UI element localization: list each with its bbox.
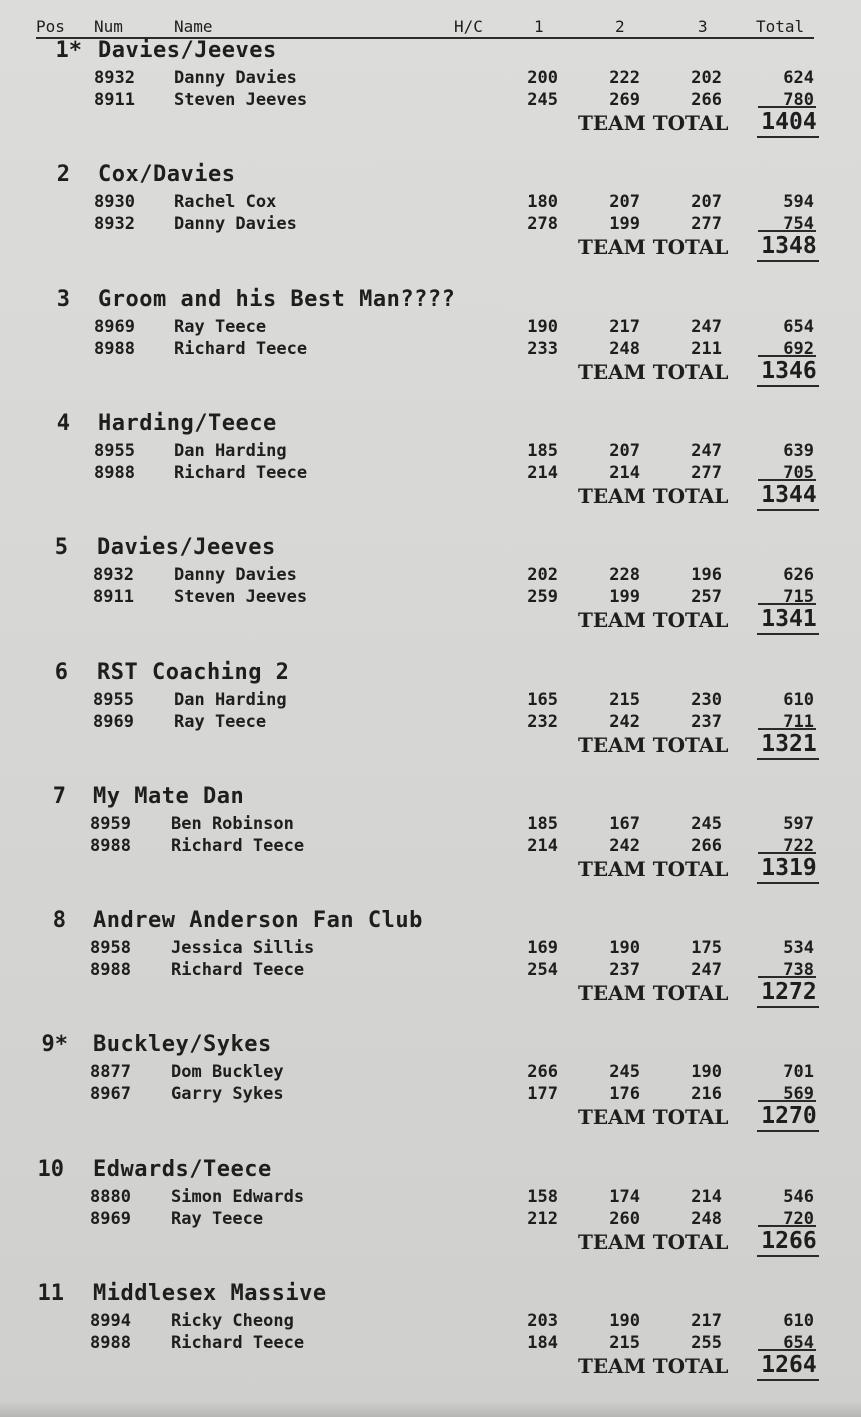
bowler-total: 705 — [783, 462, 814, 483]
bowler-number: 8880 — [90, 1186, 131, 1207]
bowler-name: Jessica Sillis — [171, 938, 315, 959]
sum-rule-above — [758, 106, 816, 108]
bowler-number: 8988 — [94, 338, 135, 359]
game-3-score: 277 — [691, 214, 722, 235]
bowler-name: Ray Teece — [171, 1208, 264, 1229]
team-total-value: 1319 — [761, 854, 817, 881]
game-2-score: 217 — [609, 316, 640, 337]
game-2-score: 237 — [609, 960, 640, 981]
game-2-score: 215 — [609, 1333, 640, 1353]
bowler-name: Richard Teece — [171, 1333, 305, 1353]
bowler-total: 722 — [783, 835, 814, 856]
game-1-score: 180 — [527, 192, 558, 213]
team-total-value: 1321 — [761, 730, 817, 757]
game-3-score: 257 — [691, 587, 722, 608]
game-3-score: 211 — [691, 338, 722, 359]
team-name: Buckley/Sykes — [93, 1032, 272, 1058]
game-2-score: 260 — [609, 1208, 640, 1229]
bowler-row — [0, 1062, 861, 1084]
game-1-score: 233 — [527, 338, 558, 359]
page-shadow — [0, 1401, 861, 1417]
bowler-total: 654 — [783, 1333, 814, 1353]
bowler-row — [0, 1311, 861, 1333]
bowler-name: Dan Harding — [174, 440, 287, 461]
header-game-1: 1 — [534, 17, 544, 36]
game-2-score: 269 — [609, 90, 640, 110]
game-3-score: 202 — [691, 68, 722, 88]
team-name: Groom and his Best Man???? — [98, 286, 456, 312]
bowler-row — [0, 587, 861, 609]
game-1-score: 259 — [527, 587, 558, 608]
game-1-score: 165 — [527, 689, 558, 710]
bowler-row — [0, 339, 861, 361]
bowler-row — [0, 1209, 861, 1231]
bowler-number: 8988 — [90, 1333, 131, 1353]
bowler-total: 715 — [783, 587, 814, 608]
bowler-total: 534 — [783, 938, 814, 959]
bowler-name: Ben Robinson — [171, 813, 294, 834]
game-3-score: 214 — [691, 1186, 722, 1207]
game-2-score: 245 — [609, 1062, 640, 1083]
header-game-2: 2 — [615, 17, 625, 36]
game-3-score: 217 — [691, 1311, 722, 1331]
bowler-name: Danny Davies — [174, 214, 297, 235]
bowler-total: 610 — [783, 689, 814, 710]
team-total-label: TEAM TOTAL — [578, 483, 729, 508]
bowler-total: 546 — [783, 1186, 814, 1207]
game-2-score: 242 — [609, 711, 640, 732]
sum-rule-above — [758, 728, 816, 730]
game-3-score: 247 — [691, 440, 722, 461]
sum-rule-above — [758, 603, 816, 605]
game-1-score: 232 — [527, 711, 558, 732]
team-name: Harding/Teece — [98, 410, 277, 436]
team-name: Davies/Jeeves — [98, 38, 277, 63]
sum-rule-above — [758, 355, 816, 357]
team-total-label: TEAM TOTAL — [578, 856, 729, 881]
team-total-label: TEAM TOTAL — [578, 608, 729, 633]
team-block — [0, 1156, 861, 1269]
bowler-total: 626 — [783, 565, 814, 586]
bowler-name: Ray Teece — [174, 711, 267, 732]
bowler-name: Richard Teece — [174, 462, 308, 483]
game-1-score: 202 — [527, 565, 558, 586]
bowler-row — [0, 1084, 861, 1106]
bowler-name: Richard Teece — [171, 960, 305, 981]
game-3-score: 266 — [691, 90, 722, 110]
bowler-total: 754 — [783, 214, 814, 235]
team-total-value: 1266 — [761, 1227, 817, 1254]
team-position: 5 — [54, 535, 68, 561]
game-3-score: 247 — [691, 316, 722, 337]
team-total-value: 1272 — [761, 979, 817, 1006]
bowler-row — [0, 565, 861, 587]
bowler-row — [0, 814, 861, 836]
game-3-score: 175 — [691, 938, 722, 959]
team-name: My Mate Dan — [93, 783, 245, 809]
game-2-score: 242 — [609, 835, 640, 856]
bowler-total: 610 — [783, 1311, 814, 1331]
bowler-row — [0, 317, 861, 339]
column-header — [0, 0, 861, 40]
game-2-score: 222 — [609, 68, 640, 88]
bowler-total: 594 — [783, 192, 814, 213]
sum-rule-above — [758, 479, 816, 481]
team-position: 9* — [41, 1032, 68, 1058]
team-block — [0, 164, 861, 274]
header-pos: Pos — [36, 17, 65, 36]
bowler-number: 8932 — [94, 68, 135, 88]
game-1-score: 184 — [527, 1333, 558, 1353]
game-1-score: 245 — [527, 90, 558, 110]
team-position: 7 — [52, 783, 66, 809]
sum-rule-below — [757, 509, 819, 511]
game-1-score: 203 — [527, 1311, 558, 1331]
bowler-row — [0, 441, 861, 463]
game-3-score: 277 — [691, 462, 722, 483]
game-1-score: 266 — [527, 1062, 558, 1083]
bowler-number: 8932 — [94, 214, 135, 235]
team-name: Cox/Davies — [98, 162, 236, 188]
team-total-value: 1344 — [761, 481, 817, 508]
sum-rule-below — [757, 882, 819, 884]
team-position: 11 — [37, 1281, 64, 1306]
sum-rule-below — [757, 385, 819, 387]
bowler-total: 569 — [783, 1084, 814, 1105]
bowler-total: 597 — [783, 813, 814, 834]
team-total-label: TEAM TOTAL — [578, 732, 729, 757]
team-block — [0, 537, 861, 647]
header-total: Total — [756, 17, 805, 36]
bowler-name: Dom Buckley — [171, 1062, 284, 1083]
game-3-score: 255 — [691, 1333, 722, 1353]
bowler-row — [0, 90, 861, 112]
bowler-total: 701 — [783, 1062, 814, 1083]
game-2-score: 190 — [609, 1311, 640, 1331]
bowler-number: 8994 — [90, 1311, 131, 1331]
game-1-score: 200 — [527, 68, 558, 88]
bowler-name: Richard Teece — [171, 835, 305, 856]
bowler-name: Ray Teece — [174, 316, 267, 337]
game-3-score: 190 — [691, 1062, 722, 1083]
team-total-value: 1341 — [761, 606, 817, 633]
team-total-label: TEAM TOTAL — [578, 235, 729, 260]
game-2-score: 207 — [609, 440, 640, 461]
sum-rule-below — [757, 758, 819, 760]
team-total-value: 1346 — [761, 357, 817, 384]
team-total-value: 1404 — [761, 109, 817, 135]
game-2-score: 207 — [609, 192, 640, 213]
bowler-total: 711 — [783, 711, 814, 732]
team-total-value: 1264 — [761, 1352, 817, 1378]
bowler-row — [0, 1187, 861, 1209]
team-total-label: TEAM TOTAL — [578, 1229, 729, 1254]
team-total-label: TEAM TOTAL — [578, 111, 729, 135]
team-total-value: 1270 — [761, 1103, 817, 1130]
header-name: Name — [174, 17, 213, 36]
bowler-total: 780 — [783, 90, 814, 110]
game-1-score: 169 — [527, 938, 558, 959]
sum-rule-below — [757, 1006, 819, 1008]
bowler-row — [0, 712, 861, 734]
game-3-score: 237 — [691, 711, 722, 732]
team-total-label: TEAM TOTAL — [578, 1105, 729, 1130]
bowler-row — [0, 463, 861, 485]
bowler-row — [0, 836, 861, 858]
team-position: 2 — [56, 162, 70, 188]
team-name: Edwards/Teece — [93, 1156, 272, 1182]
bowler-number: 8911 — [93, 587, 134, 608]
game-3-score: 196 — [691, 565, 722, 586]
team-block — [0, 40, 861, 150]
game-3-score: 245 — [691, 813, 722, 834]
bowler-row — [0, 960, 861, 982]
bowler-number: 8988 — [90, 960, 131, 981]
sum-rule-above — [758, 1100, 816, 1102]
bowler-row — [0, 214, 861, 236]
bowler-number: 8958 — [90, 938, 131, 959]
bowler-number: 8967 — [90, 1084, 131, 1105]
team-total-value: 1348 — [761, 233, 817, 260]
sum-rule-above — [758, 976, 816, 978]
bowler-total: 654 — [783, 316, 814, 337]
team-block — [0, 410, 861, 523]
game-1-score: 278 — [527, 214, 558, 235]
bowler-name: Richard Teece — [174, 338, 308, 359]
game-2-score: 190 — [609, 938, 640, 959]
team-total-label: TEAM TOTAL — [578, 1354, 729, 1378]
bowler-number: 8988 — [90, 835, 131, 856]
bowler-total: 720 — [783, 1208, 814, 1229]
bowler-name: Steven Jeeves — [174, 587, 308, 608]
sum-rule-below — [757, 136, 819, 138]
game-1-score: 212 — [527, 1208, 558, 1229]
bowler-number: 8930 — [94, 192, 135, 213]
team-block — [0, 910, 861, 1020]
bowler-number: 8955 — [93, 689, 134, 710]
team-position: 6 — [54, 659, 68, 685]
game-3-score: 230 — [691, 689, 722, 710]
bowler-row — [0, 938, 861, 960]
bowler-number: 8969 — [90, 1208, 131, 1229]
bowler-number: 8969 — [94, 316, 135, 337]
game-2-score: 174 — [609, 1186, 640, 1207]
header-handicap: H/C — [454, 17, 483, 36]
sum-rule-below — [757, 1379, 819, 1381]
game-3-score: 207 — [691, 192, 722, 213]
bowler-total: 692 — [783, 338, 814, 359]
bowler-row — [0, 68, 861, 90]
game-1-score: 214 — [527, 835, 558, 856]
game-1-score: 185 — [527, 813, 558, 834]
sum-rule-above — [758, 852, 816, 854]
game-3-score: 247 — [691, 960, 722, 981]
game-2-score: 199 — [609, 587, 640, 608]
game-2-score: 215 — [609, 689, 640, 710]
team-total-label: TEAM TOTAL — [578, 981, 729, 1006]
game-2-score: 214 — [609, 462, 640, 483]
team-block — [0, 1034, 861, 1144]
header-num: Num — [94, 17, 123, 36]
game-2-score: 199 — [609, 214, 640, 235]
bowler-name: Danny Davies — [174, 68, 297, 88]
team-position: 4 — [56, 410, 70, 436]
bowler-name: Garry Sykes — [171, 1084, 284, 1105]
bowler-total: 738 — [783, 960, 814, 981]
sum-rule-above — [758, 230, 816, 232]
team-position: 8 — [52, 908, 66, 934]
team-block — [0, 1283, 861, 1393]
bowler-name: Dan Harding — [174, 689, 287, 710]
sum-rule-below — [757, 633, 819, 635]
bowler-number: 8959 — [90, 813, 131, 834]
team-position: 3 — [56, 286, 70, 312]
game-2-score: 228 — [609, 565, 640, 586]
game-1-score: 177 — [527, 1084, 558, 1105]
game-3-score: 216 — [691, 1084, 722, 1105]
sum-rule-above — [758, 1225, 816, 1227]
game-3-score: 266 — [691, 835, 722, 856]
bowler-row — [0, 690, 861, 712]
team-block — [0, 659, 861, 772]
bowler-name: Danny Davies — [174, 565, 297, 586]
bowler-name: Ricky Cheong — [171, 1311, 294, 1331]
game-1-score: 214 — [527, 462, 558, 483]
bowler-total: 639 — [783, 440, 814, 461]
game-2-score: 176 — [609, 1084, 640, 1105]
team-name: Andrew Anderson Fan Club — [93, 908, 423, 934]
sum-rule-below — [757, 260, 819, 262]
bowler-number: 8988 — [94, 462, 135, 483]
bowler-number: 8932 — [93, 565, 134, 586]
team-position: 1* — [55, 38, 82, 63]
sum-rule-below — [757, 1255, 819, 1257]
bowler-total: 624 — [783, 68, 814, 88]
team-position: 10 — [37, 1156, 64, 1182]
bowler-row — [0, 1333, 861, 1355]
sum-rule-above — [758, 1349, 816, 1351]
game-1-score: 185 — [527, 440, 558, 461]
header-game-3: 3 — [698, 17, 708, 36]
team-total-label: TEAM TOTAL — [578, 359, 729, 384]
bowler-name: Steven Jeeves — [174, 90, 308, 110]
sum-rule-below — [757, 1130, 819, 1132]
bowler-number: 8969 — [93, 711, 134, 732]
game-3-score: 248 — [691, 1208, 722, 1229]
game-1-score: 254 — [527, 960, 558, 981]
team-block — [0, 783, 861, 896]
team-block — [0, 286, 861, 399]
bowler-number: 8955 — [94, 440, 135, 461]
team-name: Middlesex Massive — [93, 1281, 327, 1306]
bowler-number: 8911 — [94, 90, 135, 110]
team-name: Davies/Jeeves — [97, 535, 276, 561]
bowler-number: 8877 — [90, 1062, 131, 1083]
bowler-name: Simon Edwards — [171, 1186, 305, 1207]
bowler-row — [0, 192, 861, 214]
game-1-score: 158 — [527, 1186, 558, 1207]
bowler-name: Rachel Cox — [174, 192, 277, 213]
game-2-score: 167 — [609, 813, 640, 834]
game-2-score: 248 — [609, 338, 640, 359]
team-name: RST Coaching 2 — [97, 659, 290, 685]
game-1-score: 190 — [527, 316, 558, 337]
